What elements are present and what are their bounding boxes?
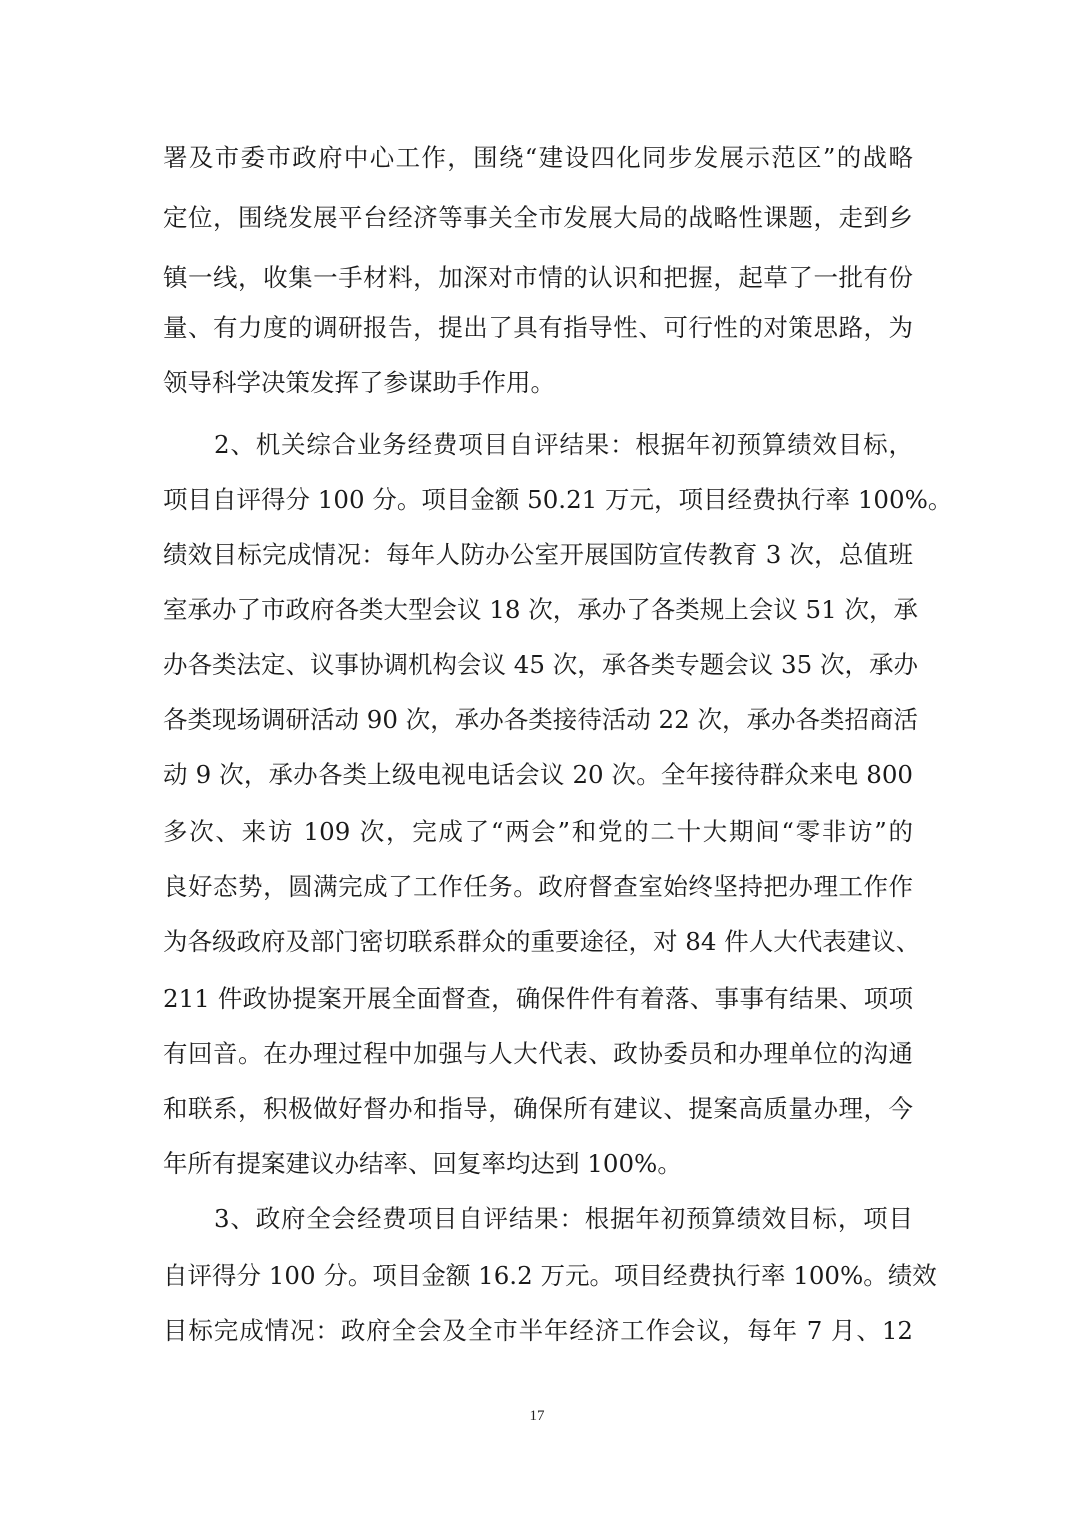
body-text-line: 良好态势，圆满完成了工作任务。政府督查室始终坚持把办理工作作 [163,872,913,901]
body-text-line: 动 9 次，承办各类上级电视电话会议 20 次。全年接待群众来电 800 [163,760,913,789]
page-number: 17 [529,1408,545,1424]
paragraph-first-line: 2、机关综合业务经费项目自评结果：根据年初预算绩效目标， [214,430,913,459]
body-text-line: 自评得分 100 分。项目金额 16.2 万元。项目经费执行率 100%。绩效 [163,1261,937,1290]
body-text-line: 目标完成情况：政府全会及全市半年经济工作会议，每年 7 月、12 [163,1316,913,1345]
body-text-line: 绩效目标完成情况：每年人防办公室开展国防宣传教育 3 次，总值班 [163,540,913,569]
body-text-line: 办各类法定、议事协调机构会议 45 次，承各类专题会议 35 次，承办 [163,650,918,679]
body-text-line: 211 件政协提案开展全面督查，确保件件有着落、事事有结果、项项 [163,984,913,1013]
body-text-line: 年所有提案建议办结率、回复率均达到 100%。 [163,1149,682,1178]
body-text-line: 各类现场调研活动 90 次，承办各类接待活动 22 次，承办各类招商活 [163,705,918,734]
body-text-line: 镇一线，收集一手材料，加深对市情的认识和把握，起草了一批有份 [163,263,913,292]
body-text-line: 领导科学决策发挥了参谋助手作用。 [163,368,555,397]
body-text-line: 和联系，积极做好督办和指导，确保所有建议、提案高质量办理，今 [163,1094,913,1123]
body-text-line: 室承办了市政府各类大型会议 18 次，承办了各类规上会议 51 次，承 [163,595,918,624]
body-text-line: 署及市委市政府中心工作，围绕“建设四化同步发展示范区”的战略 [163,143,913,172]
body-text-line: 为各级政府及部门密切联系群众的重要途径，对 84 件人大代表建议、 [163,927,921,956]
body-text-line: 项目自评得分 100 分。项目金额 50.21 万元，项目经费执行率 100%。 [163,485,953,514]
body-text-line: 有回音。在办理过程中加强与人大代表、政协委员和办理单位的沟通 [163,1039,913,1068]
paragraph-first-line: 3、政府全会经费项目自评结果：根据年初预算绩效目标，项目 [214,1204,913,1233]
body-text-line: 多次、来访 109 次，完成了“两会”和党的二十大期间“零非访”的 [163,817,913,846]
body-text-line: 定位，围绕发展平台经济等事关全市发展大局的战略性课题，走到乡 [163,203,913,232]
body-text-line: 量、有力度的调研报告，提出了具有指导性、可行性的对策思路，为 [163,313,913,342]
